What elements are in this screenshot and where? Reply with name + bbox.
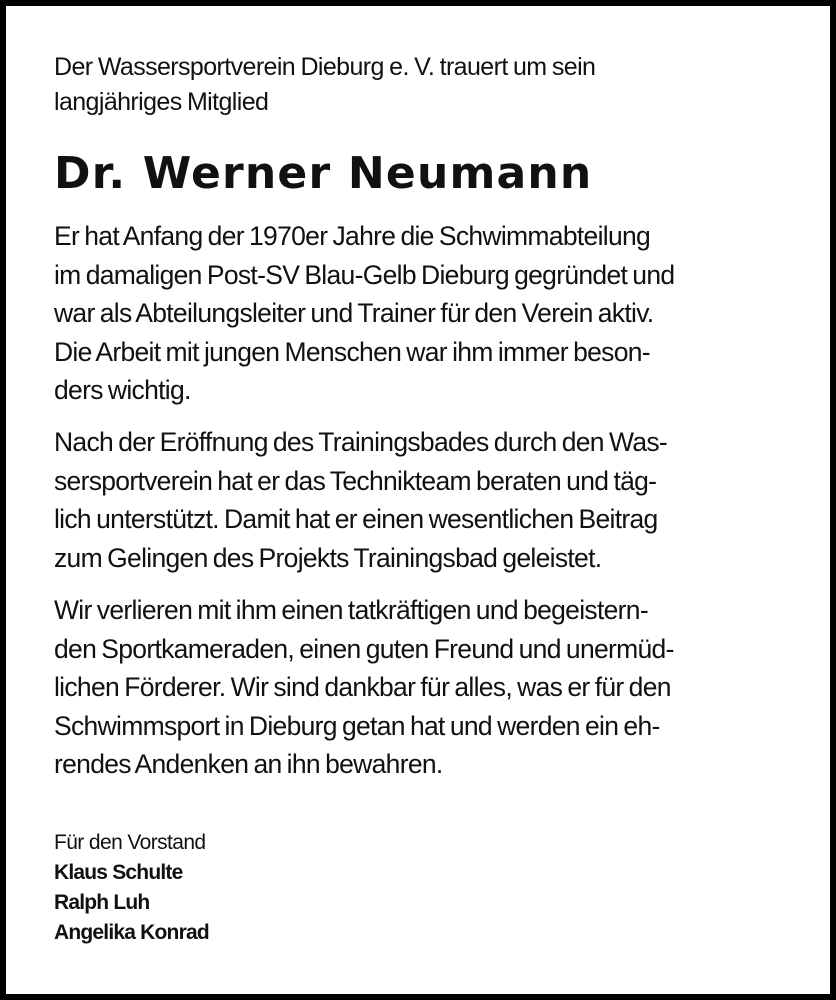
text-line: im damaligen Post-SV Blau-Gelb Dieburg gegründet und <box>54 259 675 290</box>
text-line: Die Arbeit mit jungen Menschen war ihm immer beson- <box>54 336 650 367</box>
text-line: Nach der Eröffnung des Trainingsbades durch den Was- <box>54 427 668 457</box>
paragraph-training-pool <box>54 423 794 577</box>
signature-block <box>54 828 209 948</box>
text-line: sersportverein hat er das Technikteam beraten und täg- <box>54 465 657 496</box>
text-line: lichen Förderer. Wir sind dankbar für alles, was er für den <box>54 672 671 702</box>
obituary-notice <box>6 6 830 994</box>
signer-name: Ralph Luh <box>54 891 150 914</box>
intro-text <box>54 50 794 120</box>
text-line: ders wichtig. <box>54 375 191 405</box>
signer-name: Angelika Konrad <box>54 921 209 944</box>
text-line: lich unterstützt. Damit hat er einen wesentlichen Beitrag <box>54 504 658 534</box>
intro-line: langjähriges Mitglied <box>54 88 269 116</box>
paragraph-tribute <box>54 591 794 784</box>
text-line: war als Abteilungsleiter und Trainer für den Verein aktiv. <box>54 298 654 328</box>
deceased-name: Dr. Werner Neumann <box>54 148 593 199</box>
signature-label: Für den Vorstand <box>54 831 206 854</box>
text-line: rendes Andenken an ihn bewahren. <box>54 749 443 779</box>
text-line: den Sportkameraden, einen guten Freund und unermüd- <box>54 633 674 664</box>
text-line: Schwimmsport in Dieburg getan hat und werden ein eh- <box>54 710 660 741</box>
intro-line: Der Wassersportverein Dieburg e. V. trauert um sein <box>54 53 596 81</box>
paragraph-history <box>54 217 794 410</box>
text-line: zum Gelingen des Projekts Trainingsbad geleistet. <box>54 542 602 573</box>
text-line: Er hat Anfang der 1970er Jahre die Schwimmabteilung <box>54 221 651 251</box>
text-line: Wir verlieren mit ihm einen tatkräftigen und begeistern- <box>54 595 648 625</box>
signer-name: Klaus Schulte <box>54 861 183 884</box>
